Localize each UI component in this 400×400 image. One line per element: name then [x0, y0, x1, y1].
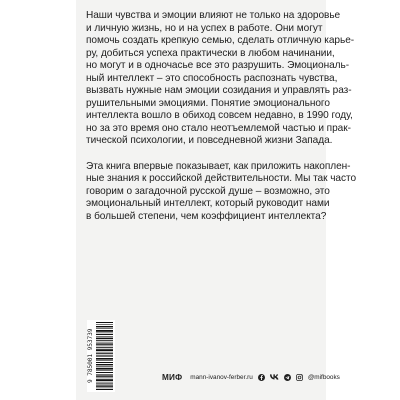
text-line: Эта книга впервые показывает, как приложить накоплен- — [86, 160, 351, 172]
isbn-barcode — [87, 320, 115, 392]
description-text — [86, 10, 357, 223]
text-line: ный интеллект – это способность распознать чувства, — [86, 72, 338, 84]
text-line: интеллекта вошло в обиход совсем недавно, в 1990 году, — [86, 110, 353, 122]
text-line: помочь создать крепкую семью, сделать отличную карье- — [86, 35, 355, 47]
paragraph-1 — [86, 10, 355, 148]
isbn-number: 9 785001 953739 — [87, 328, 94, 384]
social-handle[interactable]: @mifbooks — [307, 373, 340, 381]
publisher-footer — [162, 370, 340, 384]
telegram-icon[interactable] — [284, 374, 291, 381]
text-line: и личную жизнь, но и на успех в работе. Они могут — [86, 22, 323, 34]
publisher-website[interactable]: mann-ivanov-ferber.ru — [190, 373, 253, 381]
vk-icon[interactable] — [270, 374, 279, 380]
facebook-icon[interactable] — [258, 374, 265, 381]
text-line: вызвать нужные нам эмоции созидания и управлять раз- — [86, 85, 352, 97]
text-line: говорим о загадочной русской душе – возможно, это — [86, 185, 330, 197]
text-line: рушительными эмоциями. Понятие эмоционального — [86, 97, 330, 109]
text-line: ные знания к российской действительности. Мы так часто — [86, 173, 357, 185]
paragraph-2 — [86, 160, 357, 224]
text-line: эмоциональный интеллект, который руководит нами — [86, 198, 330, 210]
text-line: тической психологии, и повседневной жизни Запада. — [86, 135, 333, 147]
text-line: ру, добиться успеха практически в любом начинании, — [86, 47, 335, 59]
text-line: но за это время оно стало неотъемлемой частью и прак- — [86, 122, 351, 134]
instagram-icon[interactable] — [296, 374, 303, 381]
barcode-bars — [96, 322, 113, 390]
text-line: в большей степени, чем коэффициент интеллекта? — [86, 210, 327, 222]
text-line: но могут и в одночасье все это разрушить. Эмоциональ- — [86, 60, 350, 72]
publisher-logo: МИФ — [162, 372, 183, 382]
text-line: Наши чувства и эмоции влияют не только на здоровье — [86, 10, 341, 21]
